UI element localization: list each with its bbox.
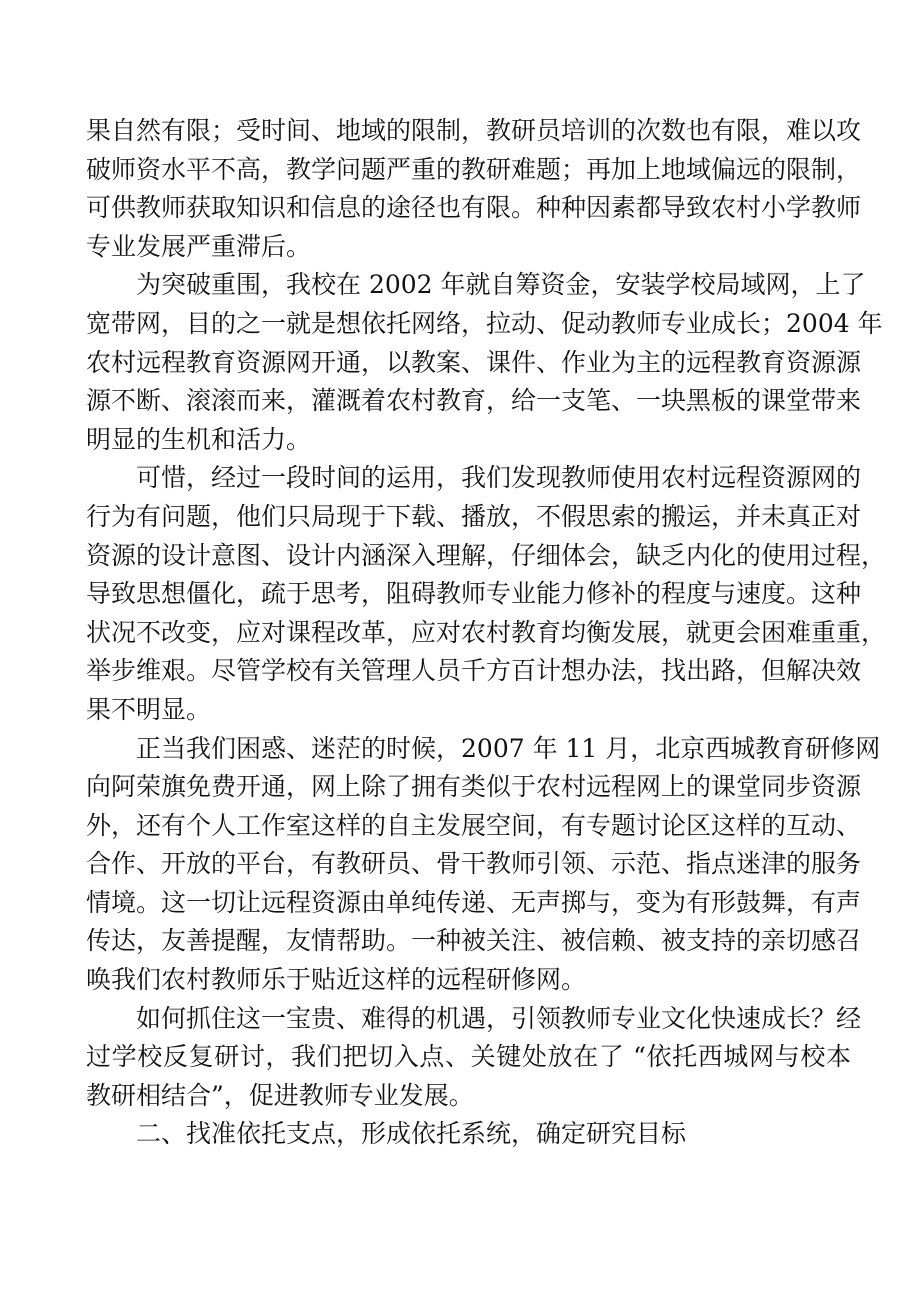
text-line: 状况不改变，应对课程改革，应对农村教育均衡发展，就更会困难重重，: [86, 617, 887, 647]
paragraph-first-line: 可惜，经过一段时间的运用，我们发现教师使用农村远程资源网的: [136, 463, 862, 493]
text-line: 破师资水平不高，教学问题严重的教研难题；再加上地域偏远的限制，: [86, 154, 862, 184]
text-line: 专业发展严重滞后。: [86, 231, 312, 261]
text-line: 合作、开放的平台，有教研员、骨干教师引领、示范、指点迷津的服务: [86, 849, 862, 879]
text-line: 源不断、滚滚而来，灌溉着农村教育，给一支笔、一块黑板的课堂带来: [86, 386, 862, 416]
text-line: 资源的设计意图、设计内涵深入理解，仔细体会，缺乏内化的使用过程，: [86, 540, 887, 570]
text-line: 外，还有个人工作室这样的自主发展空间，有专题讨论区这样的互动、: [86, 810, 862, 840]
text-line: 情境。这一切让远程资源由单纯传递、无声掷与，变为有形鼓舞，有声: [86, 887, 862, 917]
text-line: 行为有问题，他们只局现于下载、播放，不假思索的搬运，并未真正对: [86, 501, 862, 531]
text-line: 果不明显。: [86, 694, 212, 724]
text-line: 果自然有限；受时间、地域的限制，教研员培训的次数也有限，难以攻: [86, 116, 862, 145]
text-line: 过学校反复研讨，我们把切入点、关键处放在了 “依托西城网与校本: [86, 1042, 851, 1072]
section-heading: 二、找准依托支点，形成依托系统，确定研究目标: [136, 1119, 687, 1149]
text-line: 教研相结合”，促进教师专业发展。: [86, 1080, 474, 1110]
text-line: 传达，友善提醒，友情帮助。一种被关注、被信赖、被支持的亲切感召: [86, 926, 862, 956]
paragraph-first-line: 正当我们困惑、迷茫的时候，2007 年 11 月，北京西城教育研修网: [136, 733, 881, 763]
text-line: 向阿荣旗免费开通，网上除了拥有类似于农村远程网上的课堂同步资源: [86, 772, 862, 802]
text-line: 明显的生机和活力。: [86, 424, 312, 454]
text-line: 唤我们农村教师乐于贴近这样的远程研修网。: [86, 965, 587, 995]
text-line: 可供教师获取知识和信息的途径也有限。种种因素都导致农村小学教师: [86, 193, 862, 223]
paragraph-first-line: 如何抓住这一宝贵、难得的机遇，引领教师专业文化快速成长？经: [136, 1003, 862, 1033]
text-line: 举步维艰。尽管学校有关管理人员千方百计想办法，找出路，但解决效: [86, 656, 862, 686]
paragraph-first-line: 为突破重围，我校在 2002 年就自筹资金，安装学校局域网，上了: [136, 270, 866, 300]
text-line: 农村远程教育资源网开通，以教案、课件、作业为主的远程教育资源源: [86, 347, 862, 377]
text-line: 导致思想僵化，疏于思考，阻碍教师专业能力修补的程度与速度。这种: [86, 579, 862, 609]
text-line: 宽带网，目的之一就是想依托网络，拉动、促动教师专业成长；2004 年: [86, 308, 883, 338]
document-body: [86, 112, 887, 1154]
